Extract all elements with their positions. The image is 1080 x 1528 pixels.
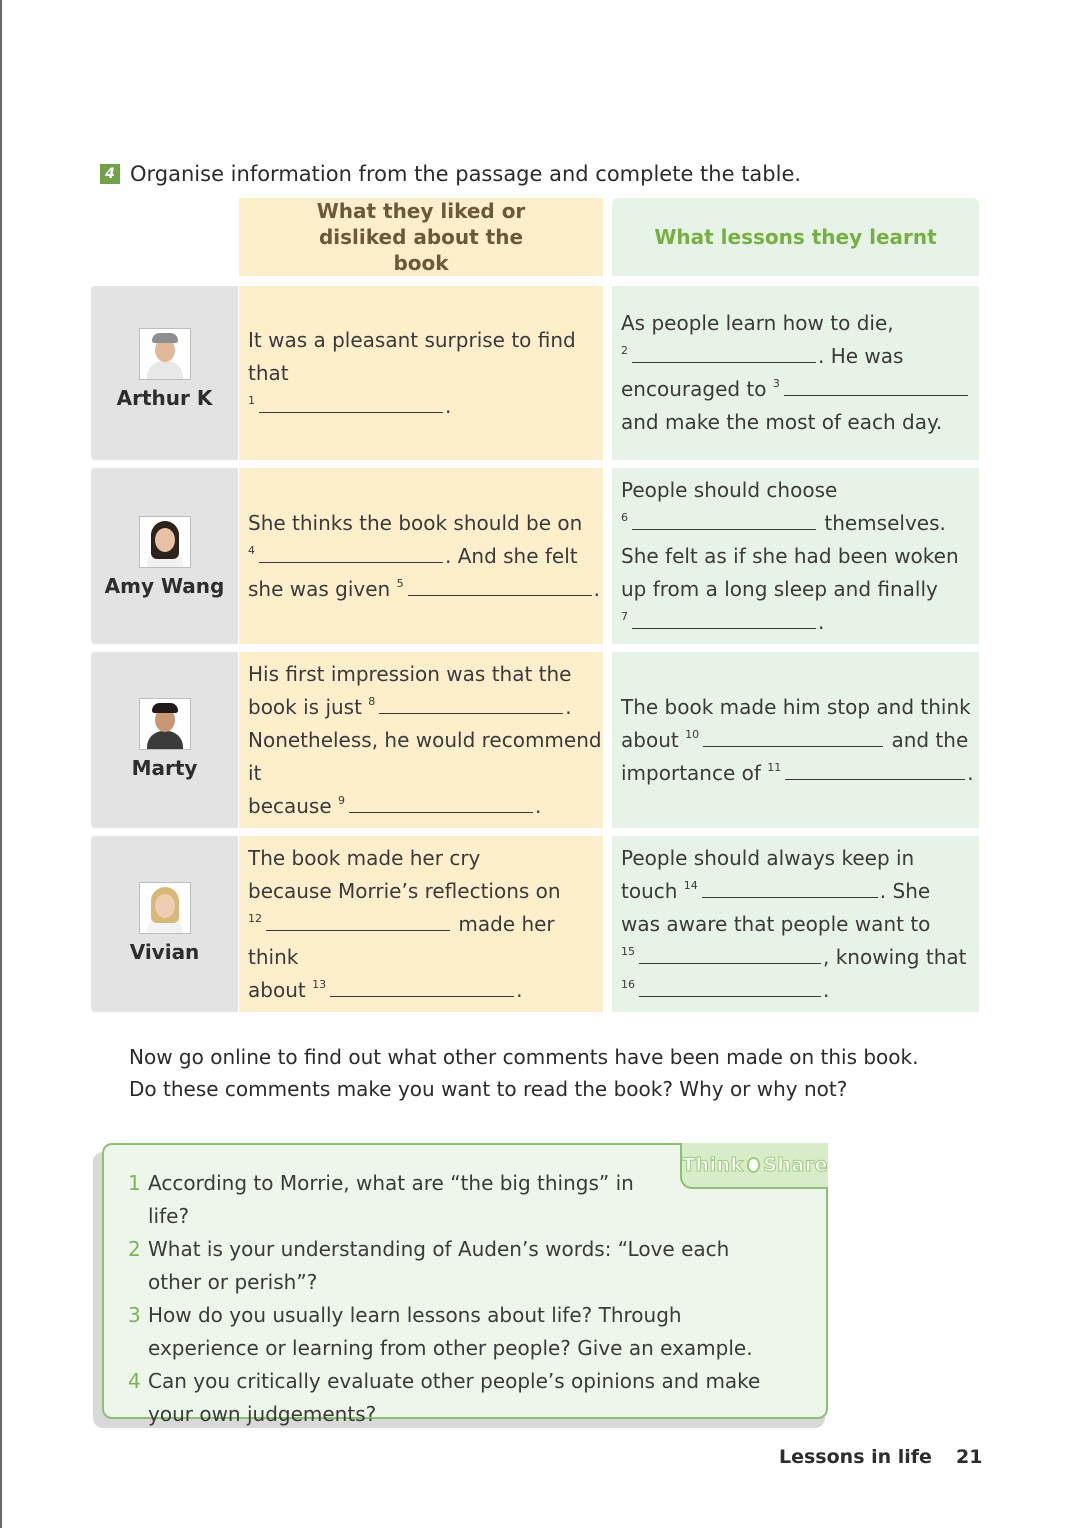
cell-text: . [516, 977, 523, 1002]
person [91, 882, 238, 964]
question-text: According to Morrie, what are “the big things” in life? [148, 1171, 634, 1228]
follow-up-line-2: Do these comments make you want to read the book? Why or why not? [129, 1077, 848, 1101]
person-name: Arthur K [116, 386, 213, 410]
person-name: Amy Wang [104, 574, 225, 598]
table-row-amy [91, 468, 979, 644]
blank-number: 13 [312, 977, 327, 991]
page-edge [0, 0, 2, 1528]
answer-blank[interactable] [785, 757, 965, 780]
liked-cell [239, 468, 603, 644]
answer-blank[interactable] [330, 974, 514, 997]
header-liked-label: What they liked or disliked about the book [316, 199, 526, 275]
cell-text: . She [879, 878, 931, 903]
cell-text: . [967, 760, 974, 785]
answer-blank[interactable] [639, 974, 821, 997]
blank-number: 7 [621, 609, 628, 623]
answer-blank[interactable] [632, 606, 816, 629]
answer-blank[interactable] [259, 390, 443, 413]
table-row-vivian [91, 836, 979, 1012]
lessons-cell [612, 652, 979, 828]
blank-number: 10 [685, 727, 700, 741]
question-item [128, 1299, 788, 1365]
liked-cell [239, 836, 603, 1012]
answer-blank[interactable] [784, 373, 968, 396]
cell-text: encouraged to [621, 377, 767, 401]
cell-text: because [248, 793, 332, 818]
cell-text: and the [891, 727, 969, 752]
cell-text: . [823, 977, 830, 1002]
cell-text: . [818, 609, 825, 634]
liked-cell [239, 652, 603, 828]
name-cell [91, 468, 238, 644]
avatar [139, 698, 191, 750]
cell-text: Nonetheless, he would recommend it [248, 727, 602, 785]
question-item [128, 1365, 788, 1431]
task-instruction: Organise information from the passage and complete the table. [130, 162, 802, 186]
avatar [139, 328, 191, 380]
avatar [139, 882, 191, 934]
cell-text: book is just [248, 694, 362, 719]
header-lessons [612, 198, 979, 276]
answer-blank[interactable] [259, 540, 443, 563]
table-row-marty [91, 652, 979, 828]
answer-blank[interactable] [408, 573, 592, 596]
cell-text: importance of [621, 760, 761, 785]
cell-text: about [248, 977, 306, 1002]
blank-number: 3 [772, 377, 780, 390]
cell-text: and make the most of each day. [621, 410, 943, 434]
cell-text: People should choose [621, 477, 838, 502]
cell-text: It was a pleasant surprise to find that [248, 327, 576, 385]
cell-text: People should always keep in [621, 845, 915, 870]
question-text: Can you critically evaluate other people’s opinions and make your own judgements? [148, 1369, 761, 1426]
cell-text: she was given [248, 576, 391, 601]
lessons-cell [612, 286, 979, 460]
answer-blank[interactable] [703, 724, 883, 747]
question-list [128, 1167, 788, 1431]
question-number: 4 [128, 1369, 141, 1393]
person [91, 516, 238, 598]
person-name: Marty [131, 756, 198, 780]
cell-text: The book made her cry [248, 845, 481, 870]
cell-text: themselves. [824, 510, 946, 535]
blank-number: 5 [396, 576, 404, 590]
follow-up-instructions [129, 1041, 918, 1105]
blank-number: 12 [248, 911, 262, 925]
person-name: Vivian [129, 940, 200, 964]
footer-unit-title: Lessons in life [779, 1446, 932, 1468]
answer-blank[interactable] [639, 941, 821, 964]
liked-cell [239, 286, 603, 460]
cell-text: . [593, 576, 600, 601]
cell-text: . He was [818, 344, 904, 368]
answer-blank[interactable] [702, 875, 878, 898]
blank-number: 4 [248, 543, 255, 557]
person [91, 328, 238, 410]
blank-number: 15 [621, 944, 635, 958]
cell-text: . And she felt [445, 543, 578, 568]
answer-blank[interactable] [632, 507, 816, 530]
cell-text: As people learn how to die, [621, 311, 894, 335]
blank-number: 2 [621, 344, 628, 357]
question-number: 3 [128, 1303, 141, 1327]
cell-text: touch [621, 878, 678, 903]
answer-blank[interactable] [349, 790, 533, 813]
lessons-cell [612, 836, 979, 1012]
blank-number: 1 [248, 393, 255, 407]
cell-text: . [535, 793, 542, 818]
follow-up-line-1: Now go online to find out what other comments have been made on this book. [129, 1045, 919, 1069]
header-lessons-label: What lessons they learnt [654, 225, 937, 249]
table-row-arthur [91, 286, 979, 460]
cell-text: His first impression was that the [248, 661, 572, 686]
blank-number: 8 [368, 694, 376, 708]
blank-number: 9 [338, 793, 346, 807]
header-liked [239, 198, 603, 276]
share-label: Share [763, 1154, 828, 1176]
blank-number: 14 [683, 878, 698, 892]
cell-text: She felt as if she had been woken [621, 543, 959, 568]
question-text: What is your understanding of Auden’s words: “Love each other or perish”? [148, 1237, 730, 1294]
task-heading [100, 160, 801, 188]
cell-text: The book made him stop and think [621, 694, 971, 719]
blank-number: 6 [621, 510, 628, 524]
blank-number: 16 [621, 977, 635, 991]
cell-text: . [445, 393, 452, 418]
answer-blank[interactable] [266, 908, 450, 931]
page-number: 21 [956, 1446, 983, 1468]
cell-text: She thinks the book should be on [248, 510, 583, 535]
question-item [128, 1233, 788, 1299]
answer-blank[interactable] [632, 340, 816, 363]
cell-text: was aware that people want to [621, 911, 931, 936]
question-number: 1 [128, 1171, 141, 1195]
blank-number: 11 [767, 760, 782, 774]
task-number-badge: 4 [100, 164, 120, 184]
cell-text: . [565, 694, 572, 719]
question-number: 2 [128, 1237, 141, 1261]
question-item [128, 1167, 788, 1233]
cell-text: made her think [248, 911, 555, 969]
think-label: Think [682, 1154, 744, 1176]
cell-text: , knowing that [823, 944, 967, 969]
name-cell [91, 286, 238, 460]
question-text: How do you usually learn lessons about life? Through experience or learning from other people? Give an example. [148, 1303, 753, 1360]
cell-text: about [621, 727, 679, 752]
avatar [139, 516, 191, 568]
name-cell [91, 652, 238, 828]
cell-text: because Morrie’s reflections on [248, 878, 561, 903]
lessons-cell [612, 468, 979, 644]
cell-text: up from a long sleep and finally [621, 576, 938, 601]
person [91, 698, 238, 780]
name-cell [91, 836, 238, 1012]
answer-blank[interactable] [379, 691, 563, 714]
